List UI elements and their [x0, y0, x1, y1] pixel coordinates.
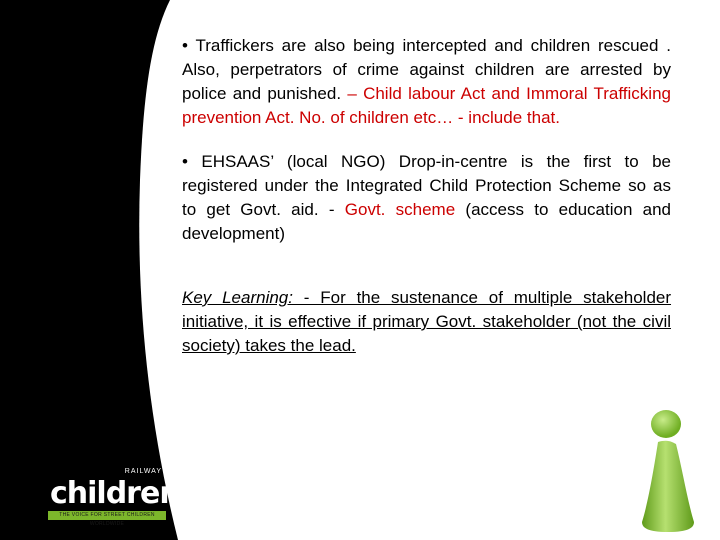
- slide-content: [182, 34, 671, 378]
- logo-children-text: children: [50, 476, 180, 511]
- key-learning-label: Key Learning:: [182, 288, 293, 307]
- logo-tagline: THE VOICE FOR STREET CHILDREN WORLDWIDE: [48, 511, 166, 520]
- bullet-ehsaas-text-end: (access to education and development): [182, 200, 672, 243]
- railway-children-logo: [48, 468, 180, 527]
- bullet-trafficking-red-text: – Child labour Act and Immoral Trafficking prevention Act. No. of children etc… - include that.: [182, 84, 671, 127]
- bullet-ehsaas-text: • EHSAAS’ (local NGO) Drop-in-centre is the first to be registered under the Integrated Child Protection Scheme so as to get Govt. aid. -: [182, 152, 671, 219]
- bullet-trafficking-text: • Traffickers are also being intercepted and children rescued . Also, perpetrators of crime against children are arrested by police and punished.: [182, 36, 671, 103]
- key-learning: [182, 286, 671, 358]
- bullet-trafficking: [182, 34, 671, 130]
- bullet-ehsaas: [182, 150, 671, 246]
- logo-railway-text: RAILWAY: [124, 468, 162, 475]
- bullet-ehsaas-red-text: Govt. scheme: [344, 200, 456, 219]
- key-learning-text: - For the sustenance of multiple stakeholder initiative, it is effective if primary Govt. stakeholder (not the civil society) takes the lead.: [182, 288, 672, 355]
- green-person-icon: [636, 408, 700, 534]
